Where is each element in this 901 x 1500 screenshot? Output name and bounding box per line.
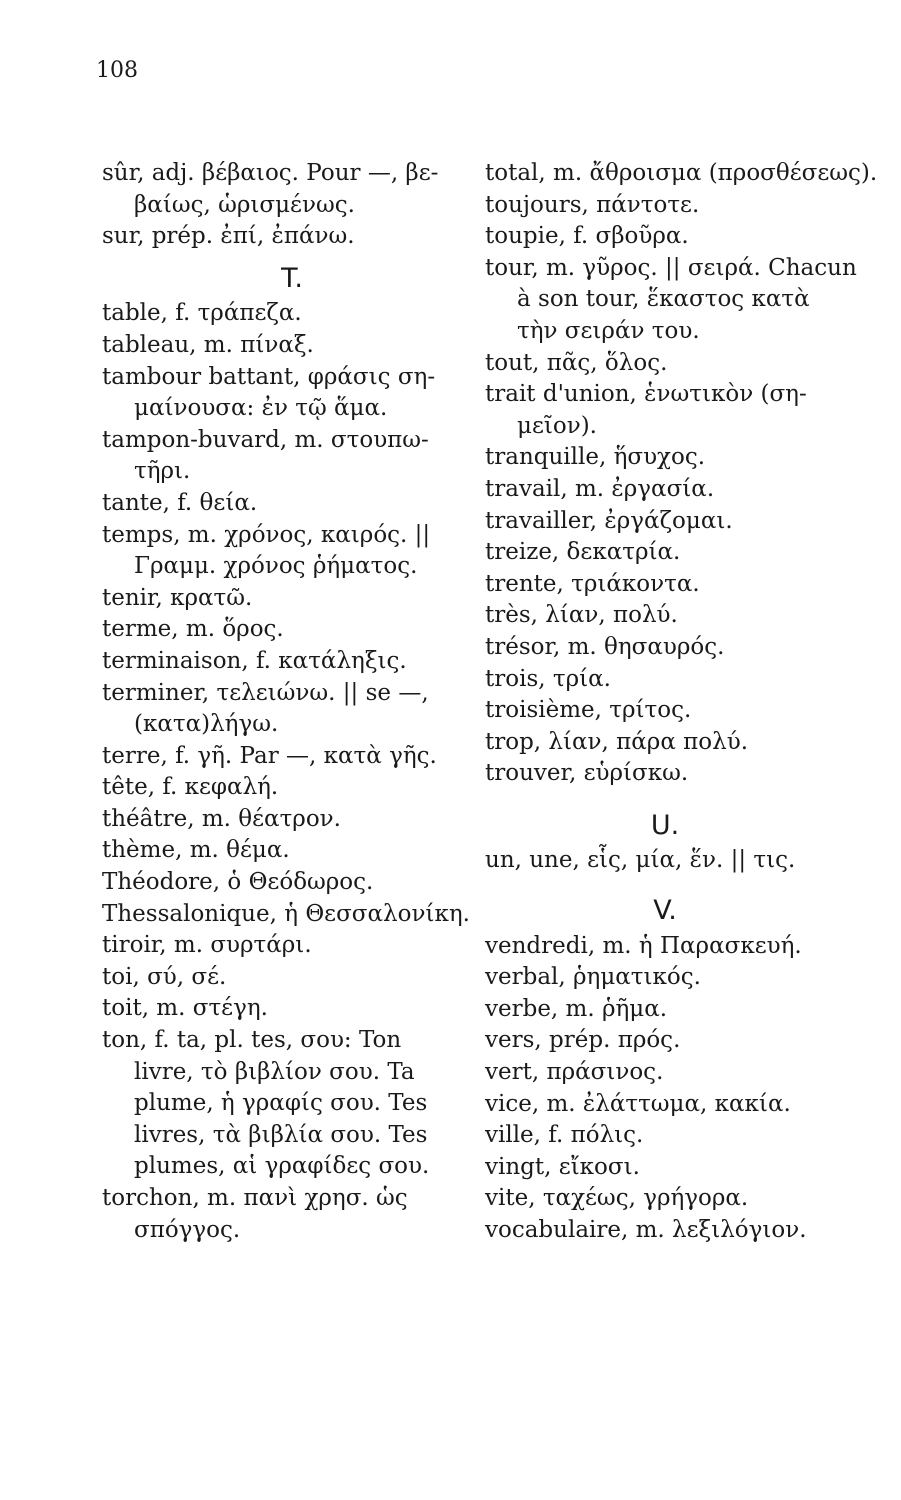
entry-temps: temps, m. χρόνος, καιρός. || [102, 521, 431, 548]
entry-thessalonique: Thessalonique, ἡ Θεσσαλονίκη. [102, 900, 470, 927]
entry-vite: vite, ταχέως, γρήγορα. [485, 1185, 749, 1212]
entry-sur-adj: sûr, adj. βέβαιος. Pour —, βε- [102, 160, 439, 186]
entry-tambour-cont: μαίνουσα: ἐν τῷ ἅμα. [134, 395, 388, 422]
entry-ton-cont-3: livres, τὰ βιβλία σου. Tes [134, 1121, 428, 1148]
left-column [102, 158, 482, 1246]
entry-tour-cont-2: τὴν σειράν του. [517, 317, 700, 344]
entry-sur-adj-cont: βαίως, ὡρισμένως. [134, 191, 355, 218]
section-heading-u: U. [650, 809, 680, 841]
entry-theme: thème, m. θέμα. [102, 837, 290, 864]
entry-tambour: tambour battant, φράσις ση- [102, 363, 436, 390]
entry-torchon-cont: σπόγγος. [134, 1216, 241, 1243]
entry-tante: tante, f. θεία. [102, 489, 258, 516]
entry-torchon: torchon, m. πανὶ χρησ. ὡς [102, 1185, 408, 1211]
entry-tampon-cont: τῆρι. [134, 458, 191, 485]
entry-theatre: théâtre, m. θέατρον. [102, 805, 341, 832]
entry-sur-prep: sur, prép. ἐπί, ἐπάνω. [102, 223, 355, 250]
right-column [485, 158, 878, 1247]
entry-tour: tour, m. γῦρος. || σειρά. Chacun [485, 254, 857, 281]
entry-table: table, f. τράπεζα. [102, 300, 302, 327]
entry-terminer: terminer, τελειώνω. || se —, [102, 679, 429, 706]
entry-tres: très, λίαν, πολύ. [485, 602, 678, 629]
section-heading-t: T. [281, 262, 303, 294]
entry-vocabulaire: vocabulaire, m. λεξιλόγιον. [485, 1217, 807, 1243]
entry-travail: travail, m. ἐργασία. [485, 475, 715, 502]
entry-terme: terme, m. ὅρος. [102, 616, 284, 643]
entry-tenir: tenir, κρατῶ. [102, 584, 253, 611]
entry-vendredi: vendredi, m. ἡ Παρασκευή. [485, 932, 802, 959]
entry-terre: terre, f. γῆ. Par —, κατὰ γῆς. [102, 742, 437, 769]
section-heading-v: V. [653, 895, 677, 927]
entry-tete: tête, f. κεφαλή. [102, 774, 279, 801]
entry-tout: tout, πᾶς, ὅλος. [485, 349, 668, 376]
entry-verbal: verbal, ῥηματικός. [485, 964, 701, 991]
entry-tampon: tampon-buvard, m. στουπω- [102, 426, 429, 453]
entry-trois: trois, τρία. [485, 665, 611, 692]
entry-vert: vert, πράσινος. [485, 1059, 664, 1086]
entry-vice: vice, m. ἐλάττωμα, κακία. [485, 1090, 791, 1117]
entry-tiroir: tiroir, m. συρτάρι. [102, 932, 312, 959]
entry-trouver: trouver, εὑρίσκω. [485, 760, 689, 787]
page-number: 108 [96, 58, 138, 83]
entry-ton-cont-4: plumes, αἱ γραφίδες σου. [134, 1153, 430, 1180]
entry-ton-cont-2: plume, ἡ γραφίς σου. Tes [134, 1090, 428, 1117]
entry-temps-cont: Γραμμ. χρόνος ῥήματος. [134, 553, 418, 580]
entry-toupie: toupie, f. σβοῦρα. [485, 223, 689, 250]
entry-treize: treize, δεκατρία. [485, 539, 681, 566]
entry-terminaison: terminaison, f. κατάληξις. [102, 647, 407, 674]
entry-trop: trop, λίαν, πάρα πολύ. [485, 728, 749, 755]
entry-total: total, m. ἄθροισμα (προσθέσεως). [485, 160, 878, 186]
entry-tableau: tableau, m. πίναξ. [102, 331, 314, 358]
entry-vers: vers, prép. πρός. [485, 1027, 681, 1054]
entry-travailler: travailler, ἐργάζομαι. [485, 507, 733, 534]
entry-verbe: verbe, m. ῥῆμα. [485, 995, 668, 1022]
entry-toit: toit, m. στέγη. [102, 995, 268, 1022]
entry-trente: trente, τριάκοντα. [485, 570, 700, 597]
entry-tranquille: tranquille, ἥσυχος. [485, 444, 706, 471]
entry-troisieme: troisième, τρίτος. [485, 697, 692, 724]
entry-toujours: toujours, πάντοτε. [485, 191, 700, 218]
entry-toi: toi, σύ, σέ. [102, 963, 227, 990]
entry-tour-cont-1: à son tour, ἕκαστος κατὰ [517, 286, 810, 313]
entry-theodore: Théodore, ὁ Θεόδωρος. [102, 869, 374, 896]
entry-ton: ton, f. ta, pl. tes, σου: Ton [102, 1027, 402, 1054]
entry-vingt: vingt, εἴκοσι. [485, 1153, 640, 1180]
entry-terminer-cont: (κατα)λήγω. [134, 711, 279, 738]
entry-ton-cont-1: livre, τὸ βιβλίον σου. Ta [134, 1058, 415, 1085]
entry-tresor: trésor, m. θησαυρός. [485, 633, 725, 660]
entry-trait-dunion-cont: μεῖον). [517, 412, 597, 439]
entry-ville: ville, f. πόλις. [485, 1122, 644, 1149]
entry-trait-dunion: trait d'union, ἑνωτικὸν (ση- [485, 381, 807, 408]
entry-un: un, une, εἷς, μία, ἕν. || τις. [485, 847, 796, 874]
